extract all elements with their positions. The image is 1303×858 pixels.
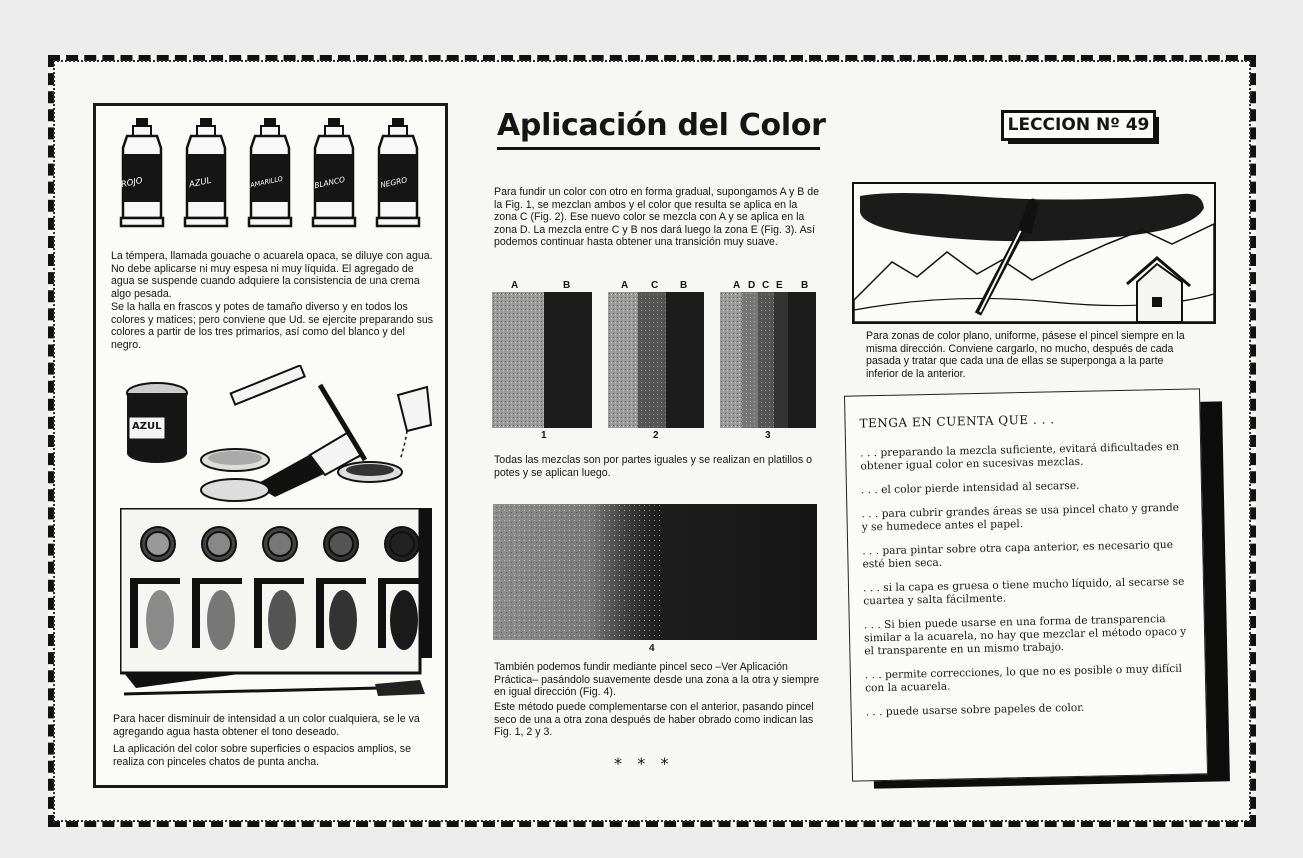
fig2-letter-b: B <box>680 280 688 291</box>
left-paragraph-3: Para hacer disminuir de intensidad a un color cualquiera, se le va agregando agua hasta obtener el tono deseado. <box>113 713 420 738</box>
middle-paragraph-2: Todas las mezclas son por partes iguales y se realizan en platillos o potes y se aplican luego. <box>494 454 812 479</box>
fig3-letter-c: C <box>762 280 770 291</box>
fig3-letter-d: D <box>748 280 756 291</box>
tips-box <box>844 388 1208 781</box>
middle-paragraph-4: Este método puede complementarse con el anterior, pasando pincel seco de una a otra zona después de haber obrado como indican las Fig. 1, 2 y 3. <box>494 701 814 739</box>
tube-label-negro: NEGRO <box>379 175 408 190</box>
tip-item: . . . Si bien puede usarse en una forma de transparencia similar a la acuarela, no hay que mezclar el método opaco y el transparente en un mismo trabajo. <box>863 613 1187 658</box>
tip-item: . . . permite correcciones, lo que no es posible o muy difícil con la acuarela. <box>864 662 1183 695</box>
landscape-brush-illustration <box>852 182 1216 324</box>
right-caption: Para zonas de color plano, uniforme, pásese el pincel siempre en la misma dirección. Conviene cargarlo, no mucho, después de cada pasada y tratar que cada una de ellas se superponga a la parte inferior de la anterior. <box>866 330 1185 380</box>
fig2-letter-a: A <box>621 280 629 291</box>
tip-item: . . . para pintar sobre otra capa anterior, es necesario que esté bien seca. <box>862 538 1174 571</box>
lesson-number-box: LECCION Nº 49 <box>1001 110 1156 141</box>
fig-number-1: 1 <box>541 430 547 441</box>
tip-item: . . . el color pierde intensidad al secarse. <box>860 479 1080 497</box>
dry-brush-gradient-figure <box>493 504 817 640</box>
fig3-letter-e: E <box>776 280 783 291</box>
color-blend-swatches <box>492 292 820 430</box>
fig-number-2: 2 <box>653 430 659 441</box>
tip-item: . . . puede usarse sobre papeles de color. <box>865 701 1085 719</box>
page-title: Aplicación del Color <box>497 108 826 143</box>
tip-item: . . . preparando la mezcla suficiente, evitará dificultades en obtener igual color en sucesivas mezclas. <box>860 440 1180 473</box>
fig1-letter-b: B <box>563 280 571 291</box>
title-underline <box>497 147 820 150</box>
tip-item: . . . si la capa es gruesa o tiene mucho líquido, al secarse se cuartea y salta fácilmente. <box>862 575 1185 608</box>
fig3-letter-b: B <box>801 280 809 291</box>
left-paragraph-4: La aplicación del color sobre superficies o espacios amplios, se realiza con pinceles chatos de punta ancha. <box>113 743 411 768</box>
tube-label-rojo: ROJO <box>120 175 144 191</box>
fig1-letter-a: A <box>511 280 519 291</box>
fig-number-3: 3 <box>765 430 771 441</box>
middle-paragraph-3: También podemos fundir mediante pincel seco –Ver Aplicación Práctica– pasándolo suavemente desde una zona a la otra y siempre en igual dirección (Fig. 4). <box>494 661 820 699</box>
tube-label-amarillo: AMARILLO <box>249 174 284 190</box>
jar-label-azul: AZUL <box>132 421 162 432</box>
tips-box-title: TENGA EN CUENTA QUE . . . <box>859 412 1055 431</box>
fig2-letter-c: C <box>651 280 659 291</box>
palette-illustration <box>120 508 438 708</box>
tube-label-blanco: BLANCO <box>313 174 346 191</box>
tube-label-azul: AZUL <box>188 175 213 191</box>
tip-item: . . . para cubrir grandes áreas se usa pincel chato y grande y se humedece antes el papel. <box>861 501 1180 534</box>
left-paragraph-2: Se la halla en frascos y potes de tamaño diverso y en todos los colores y matices; pero conviene que Ud. se ejercite preparando sus colores a partir de los tres primarios, así como del blanco y del negro. <box>111 301 434 351</box>
fig3-letter-a: A <box>733 280 741 291</box>
mixing-materials-illustration <box>115 365 437 510</box>
middle-paragraph-1: Para fundir un color con otro en forma gradual, supongamos A y B de la Fig. 1, se mezclan ambos y el color que resulta se aplica en la zona C (Fig. 2). Ese nuevo color se mezcla con A y se aplica en la zona D. La mezcla entre C y B nos dará luego la zona E (Fig. 3). Así podemos continuar hasta obtener una transición muy suave. <box>494 186 820 249</box>
fig-number-4: 4 <box>649 643 655 654</box>
section-end-stars: * * * <box>614 754 669 773</box>
left-paragraph-1: La témpera, llamada gouache o acuarela opaca, se diluye con agua. No debe aplicarse ni muy espesa ni muy líquida. El agregado de agua se suspende cuando adquiere la consistencia de una crema algo pesada. <box>111 250 433 300</box>
